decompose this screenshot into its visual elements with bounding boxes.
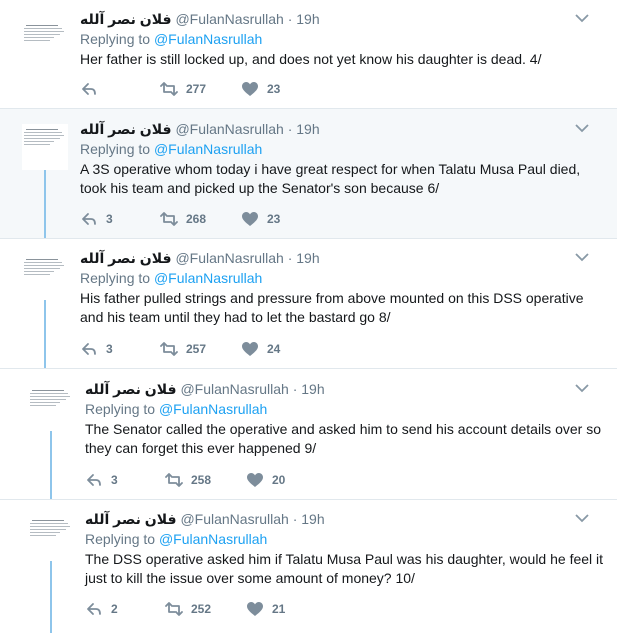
retweet-button[interactable] <box>160 80 220 98</box>
separator-dot: · <box>292 381 298 397</box>
retweet-count: 277 <box>186 82 207 96</box>
replying-mention-link[interactable]: @FulanNasrullah <box>153 31 263 47</box>
tweet-actions <box>80 340 380 358</box>
avatar-line <box>30 396 70 397</box>
avatar-line <box>24 138 60 139</box>
retweet-count: 268 <box>186 212 207 226</box>
avatar-line <box>30 529 66 530</box>
like-count: 24 <box>267 342 281 356</box>
like-icon <box>241 210 259 228</box>
replying-to <box>80 140 262 158</box>
separator-dot: · <box>287 121 293 137</box>
replying-to <box>85 530 267 548</box>
user-handle[interactable]: @FulanNasrullah <box>175 121 284 137</box>
reply-button[interactable] <box>80 80 140 98</box>
avatar-line <box>26 129 58 130</box>
thread-line <box>50 431 52 499</box>
tweet-actions <box>85 471 385 489</box>
avatar[interactable] <box>28 385 74 431</box>
avatar[interactable] <box>22 20 68 66</box>
avatar[interactable] <box>22 254 68 300</box>
avatar-line <box>30 399 66 400</box>
like-button[interactable] <box>241 340 301 358</box>
reply-count: 3 <box>111 473 118 487</box>
thread-line <box>44 300 46 368</box>
avatar-line <box>30 402 60 403</box>
separator-dot: · <box>292 511 298 527</box>
like-button[interactable] <box>241 80 301 98</box>
separator-dot: · <box>287 250 293 266</box>
reply-icon <box>85 471 103 489</box>
thread-line <box>50 561 52 633</box>
avatar-line <box>32 390 64 391</box>
tweet-text: Her father is still locked up, and does not yet know his daughter is dead. 4/ <box>80 51 542 67</box>
reply-icon <box>80 80 98 98</box>
replying-mention-link[interactable]: @FulanNasrullah <box>153 141 263 157</box>
retweet-icon <box>160 210 178 228</box>
tweet-separator <box>0 368 617 369</box>
avatar-line <box>24 34 60 35</box>
replying-mention-link[interactable]: @FulanNasrullah <box>153 270 263 286</box>
avatar-line <box>30 535 56 536</box>
retweet-icon <box>160 340 178 358</box>
avatar-line <box>30 523 68 524</box>
replying-label: Replying to <box>80 270 151 286</box>
avatar-line <box>32 520 64 521</box>
retweet-button[interactable] <box>160 210 220 228</box>
reply-icon <box>80 210 98 228</box>
avatar[interactable] <box>28 515 74 561</box>
user-handle[interactable]: @FulanNasrullah <box>175 250 284 266</box>
like-count: 23 <box>267 82 281 96</box>
display-name[interactable]: فلان نصر آلله <box>80 121 172 137</box>
reply-button[interactable] <box>80 340 140 358</box>
reply-button[interactable] <box>85 471 145 489</box>
tweet-text: The Senator called the operative and asked him to send his account details over so they can forget this ever happened 9/ <box>85 421 601 456</box>
thread-line <box>44 170 46 238</box>
like-count: 21 <box>272 602 286 616</box>
retweet-button[interactable] <box>165 600 225 618</box>
replying-label: Replying to <box>85 401 156 417</box>
tweet-header <box>85 380 325 398</box>
user-handle[interactable]: @FulanNasrullah <box>180 511 289 527</box>
like-icon <box>241 340 259 358</box>
tweet-text: His father pulled strings and pressure from above mounted on this DSS operative and his team until they had to let the bastard go 8/ <box>80 290 584 325</box>
avatar-line <box>24 274 50 275</box>
retweet-icon <box>165 471 183 489</box>
replying-label: Replying to <box>80 31 151 47</box>
separator-dot: · <box>287 11 293 27</box>
avatar-line <box>30 532 60 533</box>
caret-down-icon[interactable] <box>575 383 589 393</box>
avatar-line <box>24 144 50 145</box>
avatar-line <box>26 259 58 260</box>
avatar-line <box>24 135 64 136</box>
user-handle[interactable]: @FulanNasrullah <box>175 11 284 27</box>
tweet-separator <box>0 499 617 500</box>
tweet-header <box>80 120 320 138</box>
like-icon <box>241 80 259 98</box>
avatar-line <box>24 28 62 29</box>
reply-icon <box>80 340 98 358</box>
tweet-timestamp[interactable]: 19h <box>296 250 320 266</box>
avatar-line <box>30 526 70 527</box>
avatar-line <box>24 40 50 41</box>
avatar-line <box>24 268 60 269</box>
user-handle[interactable]: @FulanNasrullah <box>180 381 289 397</box>
like-button[interactable] <box>246 600 306 618</box>
replying-to <box>85 400 267 418</box>
retweet-count: 258 <box>191 473 212 487</box>
reply-button[interactable] <box>80 210 140 228</box>
avatar-line <box>24 265 64 266</box>
tweet-actions <box>80 210 380 228</box>
retweet-count: 257 <box>186 342 207 356</box>
like-icon <box>246 471 264 489</box>
like-count: 23 <box>267 212 281 226</box>
avatar-line <box>24 262 62 263</box>
retweet-icon <box>160 80 178 98</box>
tweet-separator <box>0 108 617 109</box>
replying-mention-link[interactable]: @FulanNasrullah <box>158 531 268 547</box>
tweet-text: A 3S operative whom today i have great respect for when Talatu Musa Paul died, took his team and picked up the Senator's son because 6/ <box>80 161 581 196</box>
display-name[interactable]: فلان نصر آلله <box>80 11 172 27</box>
tweet-actions <box>85 600 385 618</box>
avatar-line <box>24 37 54 38</box>
avatar-line <box>24 132 62 133</box>
tweet-timestamp[interactable]: 19h <box>296 121 320 137</box>
tweet-timestamp[interactable]: 19h <box>301 381 325 397</box>
tweet-header <box>80 249 320 267</box>
caret-down-icon[interactable] <box>575 513 589 523</box>
tweet-header <box>80 10 320 28</box>
display-name[interactable]: فلان نصر آلله <box>80 250 172 266</box>
tweet-actions <box>80 80 380 98</box>
retweet-count: 252 <box>191 602 212 616</box>
avatar-line <box>30 393 68 394</box>
tweet-timestamp[interactable]: 19h <box>301 511 325 527</box>
retweet-icon <box>165 600 183 618</box>
retweet-button[interactable] <box>165 471 225 489</box>
like-count: 20 <box>272 473 286 487</box>
reply-icon <box>85 600 103 618</box>
like-button[interactable] <box>241 210 301 228</box>
tweet-separator <box>0 238 617 239</box>
replying-label: Replying to <box>85 531 156 547</box>
like-icon <box>246 600 264 618</box>
display-name[interactable]: فلان نصر آلله <box>85 381 177 397</box>
tweet-text: The DSS operative asked him if Talatu Musa Paul was his daughter, would he feel it just to kill the issue over some amount of money? 10/ <box>85 551 604 586</box>
reply-count: 3 <box>106 342 113 356</box>
avatar-line <box>30 405 56 406</box>
reply-button[interactable] <box>85 600 145 618</box>
replying-to <box>80 30 262 48</box>
like-button[interactable] <box>246 471 306 489</box>
replying-label: Replying to <box>80 141 151 157</box>
caret-down-icon[interactable] <box>575 123 589 133</box>
tweet-header <box>85 510 325 528</box>
caret-down-icon[interactable] <box>575 252 589 262</box>
display-name[interactable]: فلان نصر آلله <box>85 511 177 527</box>
replying-to <box>80 269 262 287</box>
replying-mention-link[interactable]: @FulanNasrullah <box>158 401 268 417</box>
avatar[interactable] <box>22 124 68 170</box>
tweet-timestamp[interactable]: 19h <box>296 11 320 27</box>
reply-count: 3 <box>106 212 113 226</box>
avatar-line <box>24 31 64 32</box>
avatar-line <box>26 25 58 26</box>
retweet-button[interactable] <box>160 340 220 358</box>
reply-count: 2 <box>111 602 118 616</box>
avatar-line <box>24 271 54 272</box>
caret-down-icon[interactable] <box>575 13 589 23</box>
avatar-line <box>24 141 54 142</box>
